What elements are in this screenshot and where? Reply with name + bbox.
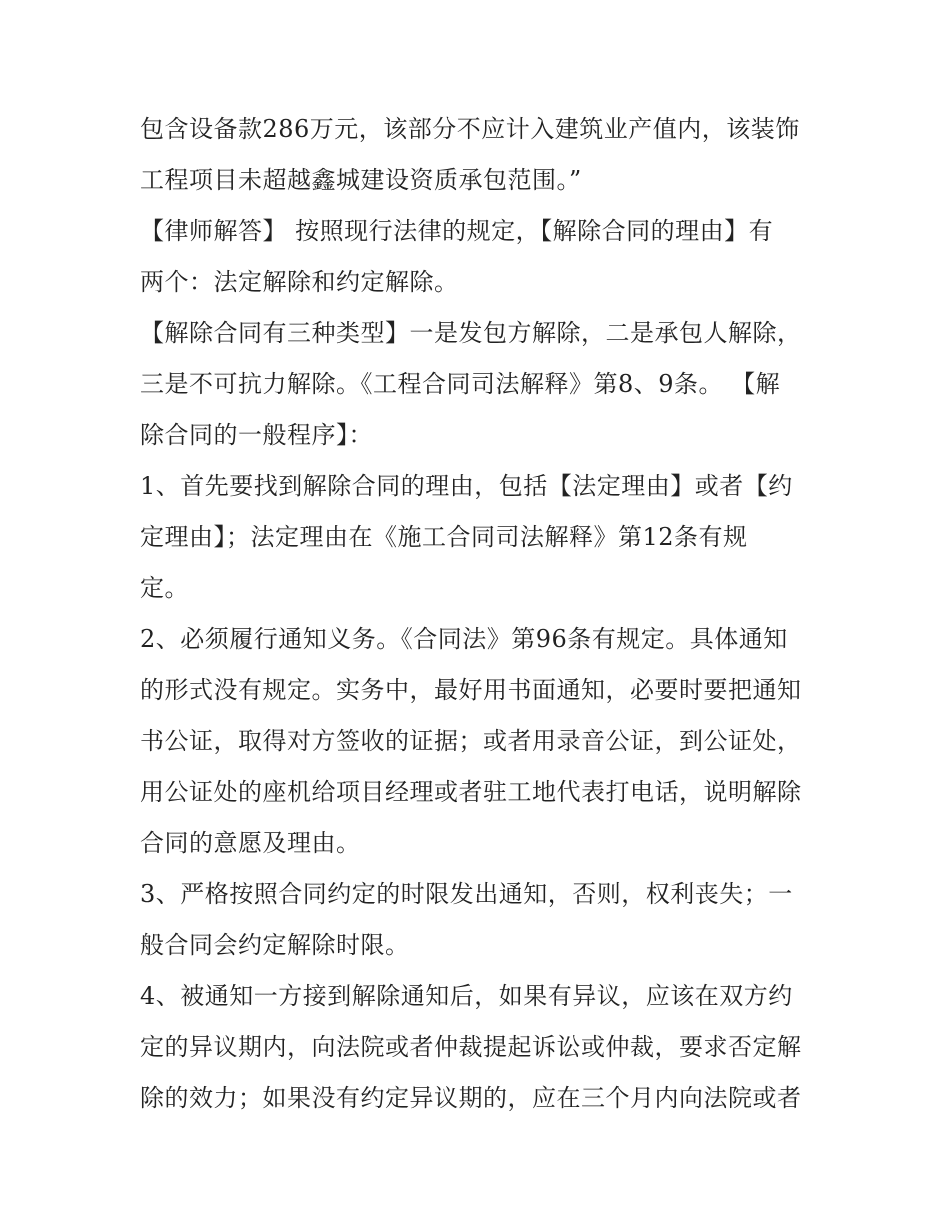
text-line: 定的异议期内，向法院或者仲裁提起诉讼或仲裁，要求否定解 xyxy=(140,1033,802,1061)
text-line: 两个：法定解除和约定解除。 xyxy=(140,268,459,296)
document-body xyxy=(140,104,812,1124)
text-line: 除合同的一般程序】： xyxy=(140,421,373,449)
text-line: 工程项目未超越鑫城建设资质承包范围。” xyxy=(140,166,582,194)
text-line: 【解除合同有三种类型】一是发包方解除，二是承包人解除， xyxy=(140,319,802,347)
text-line: 定理由】；法定理由在《施工合同司法解释》第12条有规 xyxy=(140,523,748,551)
text-line: 般合同会约定解除时限。 xyxy=(140,931,410,959)
text-line: 2、必须履行通知义务。《合同法》第96条有规定。具体通知 xyxy=(140,625,788,653)
text-line: 的形式没有规定。实务中，最好用书面通知，必要时要把通知 xyxy=(140,676,802,704)
text-line: 1、首先要找到解除合同的理由，包括【法定理由】或者【约 xyxy=(140,472,793,500)
text-line: 三是不可抗力解除。《工程合同司法解释》第8、9条。 【解 xyxy=(140,370,781,398)
text-line: 包含设备款286万元，该部分不应计入建筑业产值内，该装饰 xyxy=(140,115,800,143)
text-line: 3、严格按照合同约定的时限发出通知，否则，权利丧失；一 xyxy=(140,880,793,908)
text-line: 定。 xyxy=(140,574,189,602)
text-line: 书公证，取得对方签收的证据；或者用录音公证，到公证处， xyxy=(140,727,802,755)
text-line: 4、被通知一方接到解除通知后，如果有异议，应该在双方约 xyxy=(140,982,793,1010)
text-line: 合同的意愿及理由。 xyxy=(140,829,361,857)
text-line: 【律师解答】 按照现行法律的规定，【解除合同的理由】有 xyxy=(140,217,774,245)
text-line: 用公证处的座机给项目经理或者驻工地代表打电话，说明解除 xyxy=(140,778,802,806)
text-line: 除的效力；如果没有约定异议期的，应在三个月内向法院或者 xyxy=(140,1084,802,1112)
